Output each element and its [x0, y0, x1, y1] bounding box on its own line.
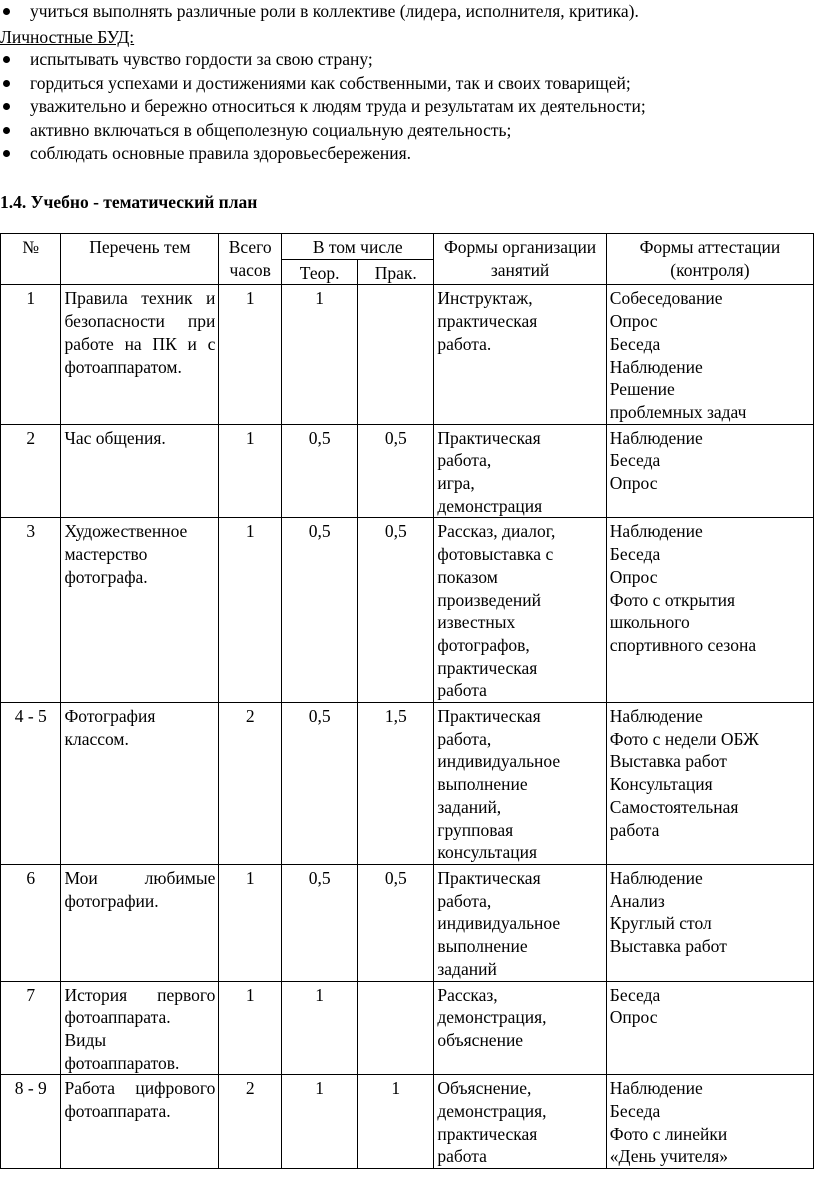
section-title: 1.4. Учебно - тематический план — [0, 192, 258, 212]
attestation-line: Наблюдение — [609, 706, 703, 727]
table-body — [1, 285, 814, 1169]
row-topic: Правила техник и безопасности при работе на ПК и с фотоаппаратом. — [61, 285, 219, 424]
forms-line: игра, — [437, 473, 475, 494]
forms-line: Практическая — [437, 427, 541, 448]
table-row — [1, 518, 814, 703]
table-row — [1, 1075, 814, 1169]
bullet-icon — [3, 56, 10, 63]
row-attestation — [606, 981, 813, 1075]
forms-line: произведений — [437, 589, 541, 610]
personal-list — [0, 48, 816, 166]
table-row — [1, 864, 814, 981]
list-item-text: активно включаться в общеполезную социальную деятельность; — [30, 119, 512, 140]
row-total-hours: 1 — [219, 518, 282, 703]
row-practice-hours — [358, 285, 434, 424]
goals-list — [0, 0, 816, 24]
forms-line: практическая — [437, 311, 538, 332]
attestation-line: Выставка работ — [609, 751, 727, 772]
header-attestation: Формы аттестации (контроля) — [606, 234, 813, 285]
row-total-hours: 1 — [219, 285, 282, 424]
forms-line: консультация — [437, 842, 538, 863]
attestation-line: Беседа — [609, 544, 661, 565]
attestation-line: Беседа — [609, 984, 661, 1005]
attestation-line: «День учителя» — [609, 1146, 729, 1167]
forms-line: Объяснение, — [437, 1078, 532, 1099]
attestation-line: Фото с линейки — [609, 1123, 728, 1144]
list-item — [0, 95, 816, 119]
forms-line: фотографов, — [437, 634, 530, 655]
attestation-line: Наблюдение — [609, 521, 703, 542]
row-practice-hours: 0,5 — [358, 864, 434, 981]
forms-line: практическая — [437, 657, 538, 678]
bullet-icon — [3, 103, 10, 110]
forms-line: групповая — [437, 819, 514, 840]
attestation-line: Беседа — [609, 1101, 661, 1122]
attestation-line: Круглый стол — [609, 913, 712, 934]
forms-line: показом — [437, 566, 498, 587]
header-practice: Прак. — [358, 259, 434, 285]
row-practice-hours: 1,5 — [358, 703, 434, 865]
list-item — [0, 72, 816, 96]
row-attestation — [606, 1075, 813, 1169]
row-num: 4 - 5 — [1, 703, 61, 865]
attestation-line: Фото с недели ОБЖ — [609, 728, 759, 749]
forms-line: работа — [437, 1146, 487, 1167]
row-forms — [434, 518, 606, 703]
row-attestation — [606, 703, 813, 865]
row-attestation — [606, 518, 813, 703]
forms-line: работа, — [437, 450, 492, 471]
list-item — [0, 48, 816, 72]
row-num: 2 — [1, 424, 61, 518]
row-total-hours: 1 — [219, 981, 282, 1075]
attestation-line: Консультация — [609, 774, 713, 795]
row-forms — [434, 285, 606, 424]
header-num: № — [1, 234, 61, 285]
list-item-text: испытывать чувство гордости за свою страну; — [30, 49, 373, 69]
attestation-line: Наблюдение — [609, 427, 703, 448]
forms-line: Рассказ, диалог, — [437, 521, 556, 542]
forms-line: объяснение — [437, 1029, 524, 1050]
forms-line: заданий — [437, 958, 497, 979]
header-topic: Перечень тем — [61, 234, 219, 285]
header-including: В том числе — [282, 234, 434, 260]
forms-line: работа, — [437, 890, 492, 911]
forms-line: известных — [437, 612, 516, 633]
forms-line: работа. — [437, 333, 492, 354]
row-num: 3 — [1, 518, 61, 703]
row-theory-hours: 1 — [282, 981, 358, 1075]
row-theory-hours: 0,5 — [282, 703, 358, 865]
attestation-line: Опрос — [609, 473, 658, 494]
attestation-line: Наблюдение — [609, 1078, 703, 1099]
forms-line: выполнение — [437, 936, 528, 957]
table-row — [1, 703, 814, 865]
forms-line: работа — [437, 680, 487, 701]
row-forms — [434, 1075, 606, 1169]
attestation-line: Беседа — [609, 450, 661, 471]
attestation-line: Опрос — [609, 311, 658, 332]
list-item — [0, 142, 816, 166]
attestation-line: Собеседование — [609, 288, 723, 309]
header-theory: Теор. — [282, 259, 358, 285]
forms-line: работа, — [437, 728, 492, 749]
forms-line: Инструктаж, — [437, 288, 533, 309]
row-total-hours: 2 — [219, 703, 282, 865]
forms-line: Рассказ, — [437, 984, 498, 1005]
row-topic: Фотография классом. — [61, 703, 219, 865]
forms-line: практическая — [437, 1123, 538, 1144]
attestation-line: Наблюдение — [609, 867, 703, 888]
attestation-line: Выставка работ — [609, 936, 727, 957]
header-total: Всего часов — [219, 234, 282, 285]
table-row — [1, 981, 814, 1075]
row-theory-hours: 0,5 — [282, 424, 358, 518]
forms-line: заданий, — [437, 796, 502, 817]
personal-heading: Личностные БУД: — [0, 27, 135, 47]
row-topic: Час общения. — [61, 424, 219, 518]
attestation-line: Опрос — [609, 566, 658, 587]
row-forms — [434, 864, 606, 981]
row-total-hours: 1 — [219, 424, 282, 518]
forms-line: демонстрация, — [437, 1007, 547, 1028]
table-header-row — [1, 234, 814, 260]
list-item-text: уважительно и бережно относиться к людям труда и результатам их деятельности; — [30, 96, 646, 116]
attestation-line: работа — [609, 819, 660, 840]
row-attestation — [606, 285, 813, 424]
forms-line: демонстрация, — [437, 1101, 547, 1122]
attestation-line: спортивного сезона — [609, 634, 757, 655]
row-attestation — [606, 424, 813, 518]
forms-line: фотовыставка с — [437, 544, 554, 565]
forms-line: демонстрация — [437, 495, 543, 516]
list-item — [0, 0, 816, 24]
list-item-text: учиться выполнять различные роли в коллективе (лидера, исполнителя, критика). — [30, 1, 639, 21]
row-theory-hours: 0,5 — [282, 864, 358, 981]
attestation-line: Решение — [609, 379, 675, 400]
row-theory-hours: 1 — [282, 1075, 358, 1169]
header-forms: Формы организации занятий — [434, 234, 606, 285]
row-total-hours: 1 — [219, 864, 282, 981]
attestation-line: Самостоятельная — [609, 796, 739, 817]
row-theory-hours: 0,5 — [282, 518, 358, 703]
attestation-line: Беседа — [609, 333, 661, 354]
row-num: 7 — [1, 981, 61, 1075]
list-item-text: соблюдать основные правила здоровьесбережения. — [30, 143, 412, 163]
row-forms — [434, 703, 606, 865]
bullet-icon — [3, 150, 10, 157]
attestation-line: Фото с открытия — [609, 589, 736, 610]
list-item-text: гордиться успехами и достижениями как собственными, так и своих товарищей; — [30, 72, 631, 93]
forms-line: Практическая — [437, 867, 541, 888]
forms-line: индивидуальное — [437, 751, 561, 772]
row-practice-hours: 1 — [358, 1075, 434, 1169]
row-attestation — [606, 864, 813, 981]
row-topic: История первого фотоаппарата. Виды фотоаппаратов. — [61, 981, 219, 1075]
row-topic: Мои любимые фотографии. — [61, 864, 219, 981]
row-practice-hours: 0,5 — [358, 518, 434, 703]
attestation-line: школьного — [609, 612, 690, 633]
attestation-line: проблемных задач — [609, 401, 747, 422]
forms-line: выполнение — [437, 774, 528, 795]
attestation-line: Опрос — [609, 1007, 658, 1028]
attestation-line: Наблюдение — [609, 356, 703, 377]
table-row — [1, 285, 814, 424]
table-row — [1, 424, 814, 518]
row-num: 8 - 9 — [1, 1075, 61, 1169]
row-practice-hours — [358, 981, 434, 1075]
row-num: 6 — [1, 864, 61, 981]
bullet-icon — [3, 80, 10, 87]
row-forms — [434, 981, 606, 1075]
row-topic: Работа цифрового фотоаппарата. — [61, 1075, 219, 1169]
thematic-plan-table — [0, 233, 814, 1169]
forms-line: индивидуальное — [437, 913, 561, 934]
row-total-hours: 2 — [219, 1075, 282, 1169]
bullet-icon — [3, 127, 10, 134]
bullet-icon — [3, 8, 10, 15]
row-theory-hours: 1 — [282, 285, 358, 424]
forms-line: Практическая — [437, 706, 541, 727]
list-item — [0, 119, 816, 143]
attestation-line: Анализ — [609, 890, 665, 911]
row-practice-hours: 0,5 — [358, 424, 434, 518]
row-topic: Художественное мастерство фотографа. — [61, 518, 219, 703]
row-forms — [434, 424, 606, 518]
row-num: 1 — [1, 285, 61, 424]
